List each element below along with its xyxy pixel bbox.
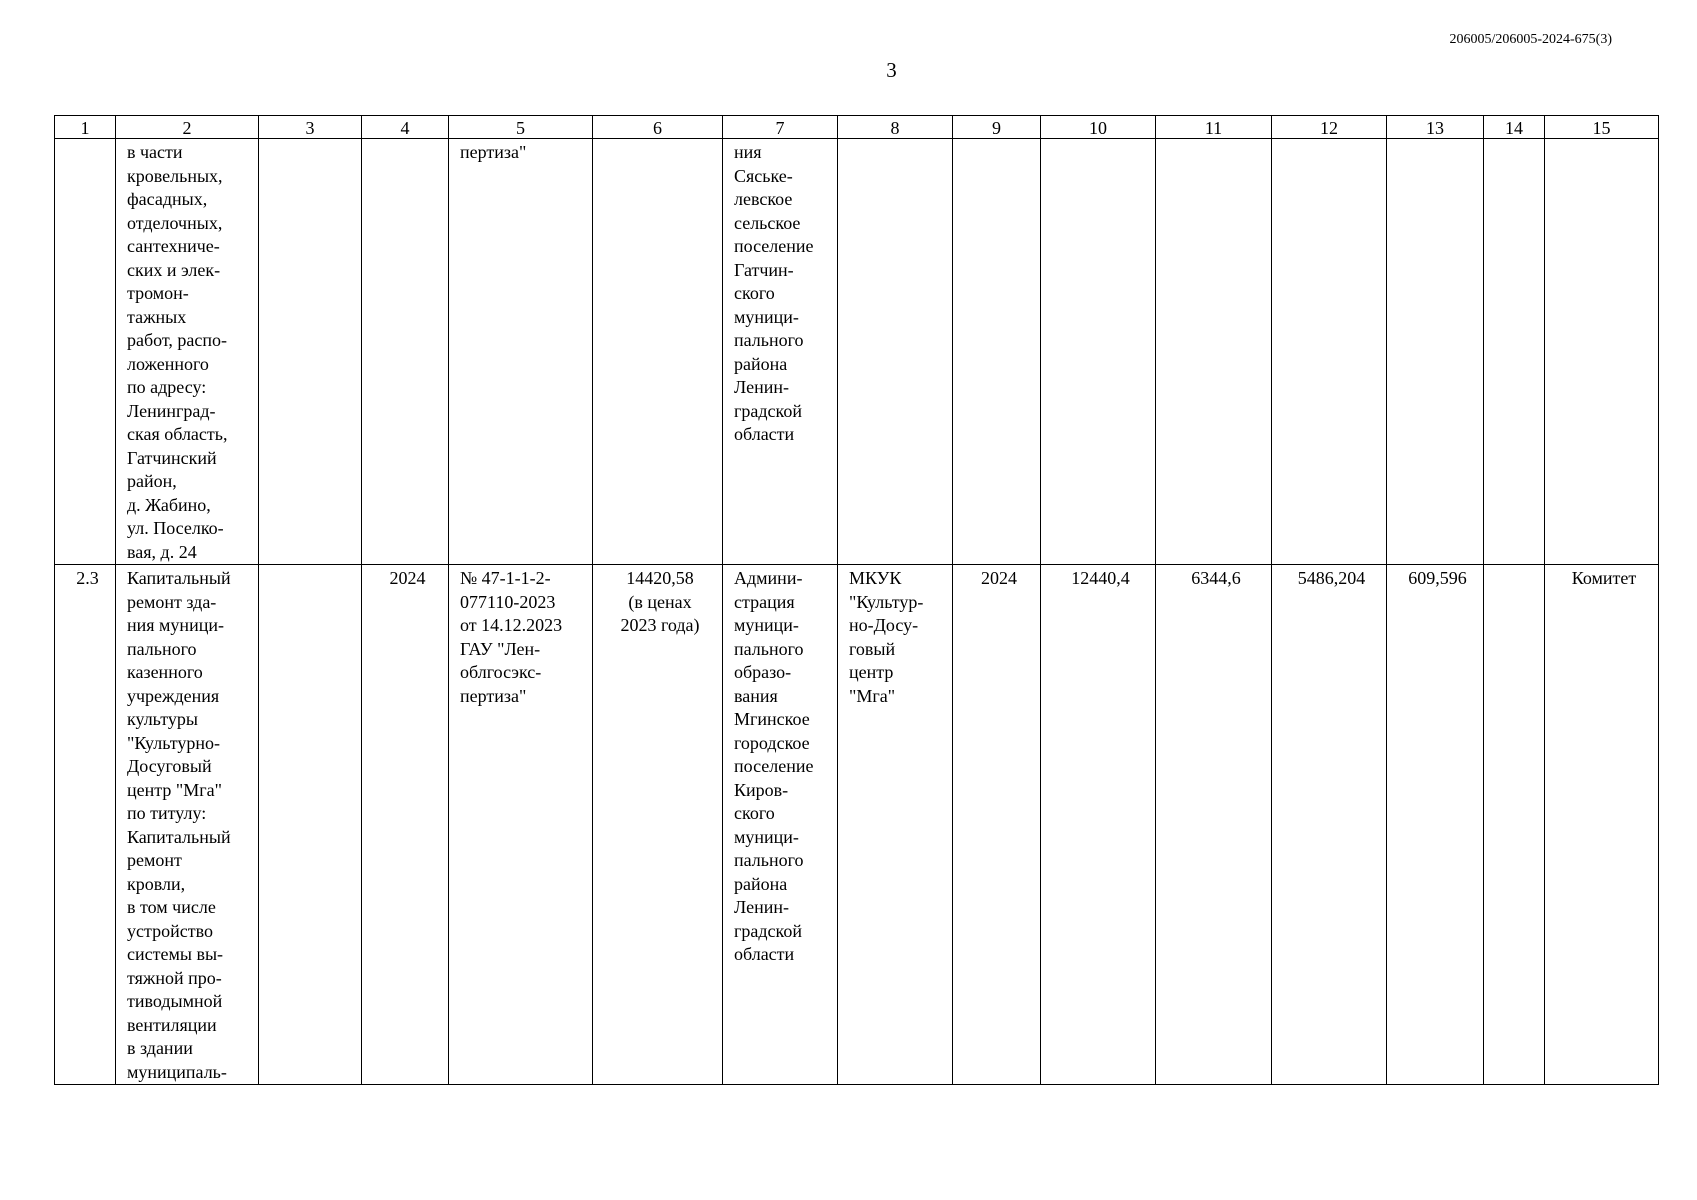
col-header: 8 <box>838 116 953 139</box>
cell-number: 2.3 <box>55 565 116 1085</box>
cell <box>1484 139 1545 565</box>
col-header: 3 <box>259 116 362 139</box>
cell-administration: ния Сяське- левское сельское поселение Гатчин- ского муници- пального района Ленин- градской области <box>723 139 838 565</box>
cell <box>1387 139 1484 565</box>
cell <box>1156 139 1272 565</box>
cell-customer: МКУК "Культур- но-Досу- говый центр "Мга" <box>838 565 953 1085</box>
cell-year: 2024 <box>953 565 1041 1085</box>
cell <box>1272 139 1387 565</box>
document-id: 206005/206005-2024-675(3) <box>1449 32 1612 47</box>
col-header: 5 <box>449 116 593 139</box>
table-row <box>55 565 1659 1085</box>
cell-amount: 6344,6 <box>1156 565 1272 1085</box>
col-header: 14 <box>1484 116 1545 139</box>
cell-amount: 609,596 <box>1387 565 1484 1085</box>
header-row <box>55 116 1659 139</box>
col-header: 7 <box>723 116 838 139</box>
cell-amount-total: 12440,4 <box>1041 565 1156 1085</box>
cell <box>1484 565 1545 1085</box>
cell-administration: Админи- страция муници- пального образо- вания Мгинское городское поселение Киров- ского муници- пального района Ленин- градской области <box>723 565 838 1085</box>
col-header: 4 <box>362 116 449 139</box>
cell-cost <box>593 139 723 565</box>
col-header: 11 <box>1156 116 1272 139</box>
table-row <box>55 139 1659 565</box>
cell <box>362 139 449 565</box>
cell-object-name: Капитальный ремонт зда- ния муници- пального казенного учреждения культуры "Культурно- Досуговый центр "Мга" по титулу: Капитальный ремонт кровли, в том числе устройство системы вы- тяжной про- тиводымной вентиляции в здании муниципаль- <box>116 565 259 1085</box>
cell-expertise: пертиза" <box>449 139 593 565</box>
col-header: 12 <box>1272 116 1387 139</box>
col-header: 10 <box>1041 116 1156 139</box>
cell-customer <box>838 139 953 565</box>
cell <box>953 139 1041 565</box>
cell <box>259 139 362 565</box>
cell-year: 2024 <box>362 565 449 1085</box>
col-header: 2 <box>116 116 259 139</box>
cell-responsible: Комитет <box>1545 565 1659 1085</box>
col-header: 1 <box>55 116 116 139</box>
page-number: 3 <box>886 58 897 82</box>
cell <box>259 565 362 1085</box>
cell-expertise: № 47-1-1-2- 077110-2023 от 14.12.2023 ГАУ "Лен- облгосэкс- пертиза" <box>449 565 593 1085</box>
cell-cost: 14420,58 (в ценах 2023 года) <box>593 565 723 1085</box>
col-header: 6 <box>593 116 723 139</box>
cell-number <box>55 139 116 565</box>
col-header: 9 <box>953 116 1041 139</box>
cell-amount: 5486,204 <box>1272 565 1387 1085</box>
col-header: 13 <box>1387 116 1484 139</box>
col-header: 15 <box>1545 116 1659 139</box>
data-table <box>54 115 1659 1085</box>
cell-object-name: в части кровельных, фасадных, отделочных, сантехниче- ских и элек- тромон- тажных работ, распо- ложенного по адресу: Ленинград- ская область, Гатчинский район, д. Жабино, ул. Поселко- вая, д. 24 <box>116 139 259 565</box>
cell <box>1041 139 1156 565</box>
cell <box>1545 139 1659 565</box>
